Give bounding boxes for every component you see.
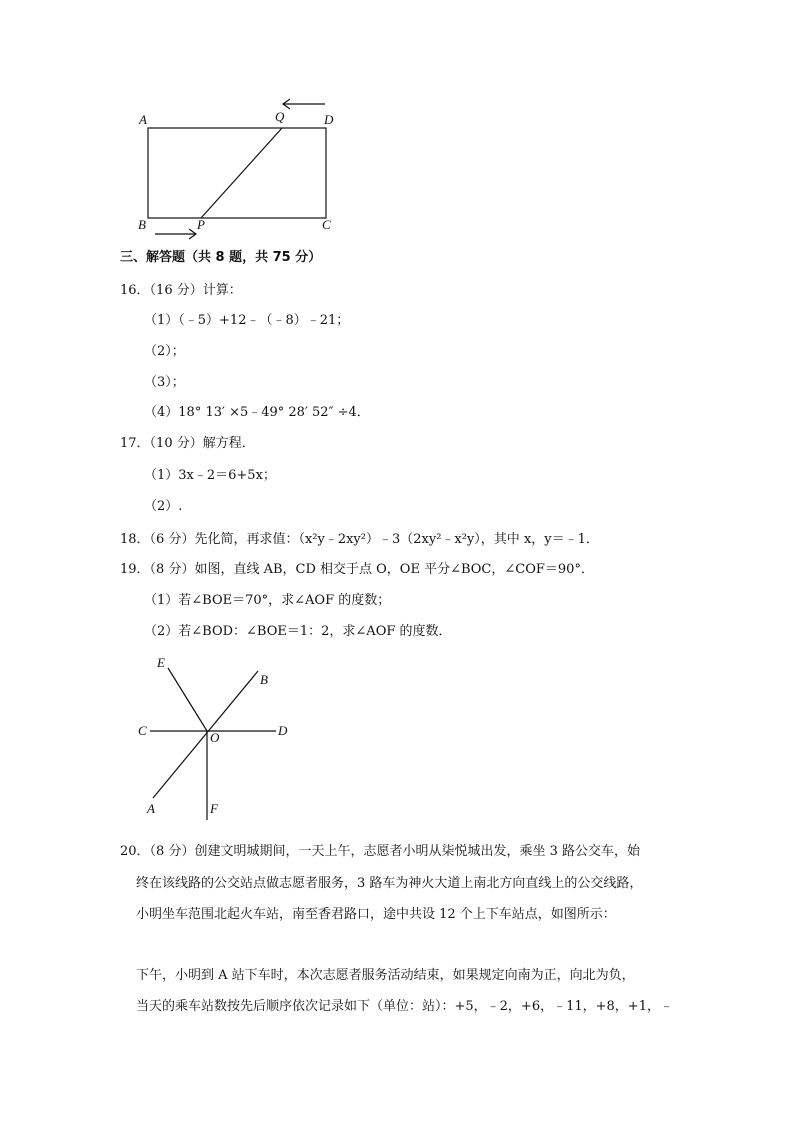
q19-stem: 19．（8 分）如图，直线 AB，CD 相交于点 O，OE 平分∠BOC，∠COF＝90°．: [120, 562, 594, 577]
q16-part2: （2）；: [144, 344, 185, 359]
label-e: E: [157, 655, 165, 670]
q20-line4: 下午，小明到 A 站下车时，本次志愿者服务活动结束，如果规定向南为正，向北为负，: [136, 968, 635, 983]
label-a2: A: [147, 801, 155, 816]
label-p: P: [197, 217, 205, 232]
label-c: C: [322, 217, 331, 232]
ray-oe: [168, 668, 207, 731]
section-title: 三、解答题（共 8 题，共 75 分）: [120, 250, 322, 265]
label-c2: C: [138, 723, 147, 738]
q19-part2: （2）若∠BOD：∠BOE＝1：2，求∠AOF 的度数．: [144, 624, 452, 639]
label-f: F: [210, 801, 218, 816]
q16-stem: 16．（16 分）计算：: [120, 283, 242, 298]
q19-part1: （1）若∠BOE＝70°，求∠AOF 的度数；: [144, 593, 391, 608]
q16-part4: （4）18° 13′ ×5﹣49° 28′ 52″ ÷4．: [144, 405, 370, 420]
q20-line2: 终在该线路的公交站点做志愿者服务，3 路车为神火大道上南北方向直线上的公交线路，: [136, 876, 643, 891]
q17-part1: （1）3x﹣2＝6+5x；: [144, 468, 276, 483]
label-a: A: [139, 112, 147, 127]
q17-stem: 17．（10 分）解方程．: [120, 436, 255, 451]
q18-text: 18．（6 分）先化简，再求值：（x²y﹣2xy²）﹣3（2xy²﹣x²y），其中 x，y＝﹣1．: [120, 532, 599, 547]
label-q: Q: [275, 109, 285, 124]
label-d2: D: [278, 723, 288, 738]
q16-part3: （3）；: [144, 375, 185, 390]
label-o: O: [210, 730, 220, 745]
q20-line1: 20．（8 分）创建文明城期间，一天上午，志愿者小明从柒悦城出发，乘坐 3 路公交车，始: [120, 844, 640, 859]
label-b2: B: [260, 672, 268, 687]
label-d: D: [324, 112, 334, 127]
q20-line3: 小明坐车范围北起火车站，南至香君路口，途中共设 12 个上下车站点，如图所示：: [136, 907, 616, 922]
q20-line5: 当天的乘车站数按先后顺序依次记录如下（单位：站）：+5，﹣2，+6，﹣11，+8，+1，﹣: [136, 999, 673, 1014]
line-ab: [153, 671, 258, 798]
q16-part1: （1）（﹣5）+12﹣（﹣8）﹣21；: [144, 313, 350, 328]
label-b: B: [138, 217, 146, 232]
q17-part2: （2）.: [144, 499, 183, 514]
